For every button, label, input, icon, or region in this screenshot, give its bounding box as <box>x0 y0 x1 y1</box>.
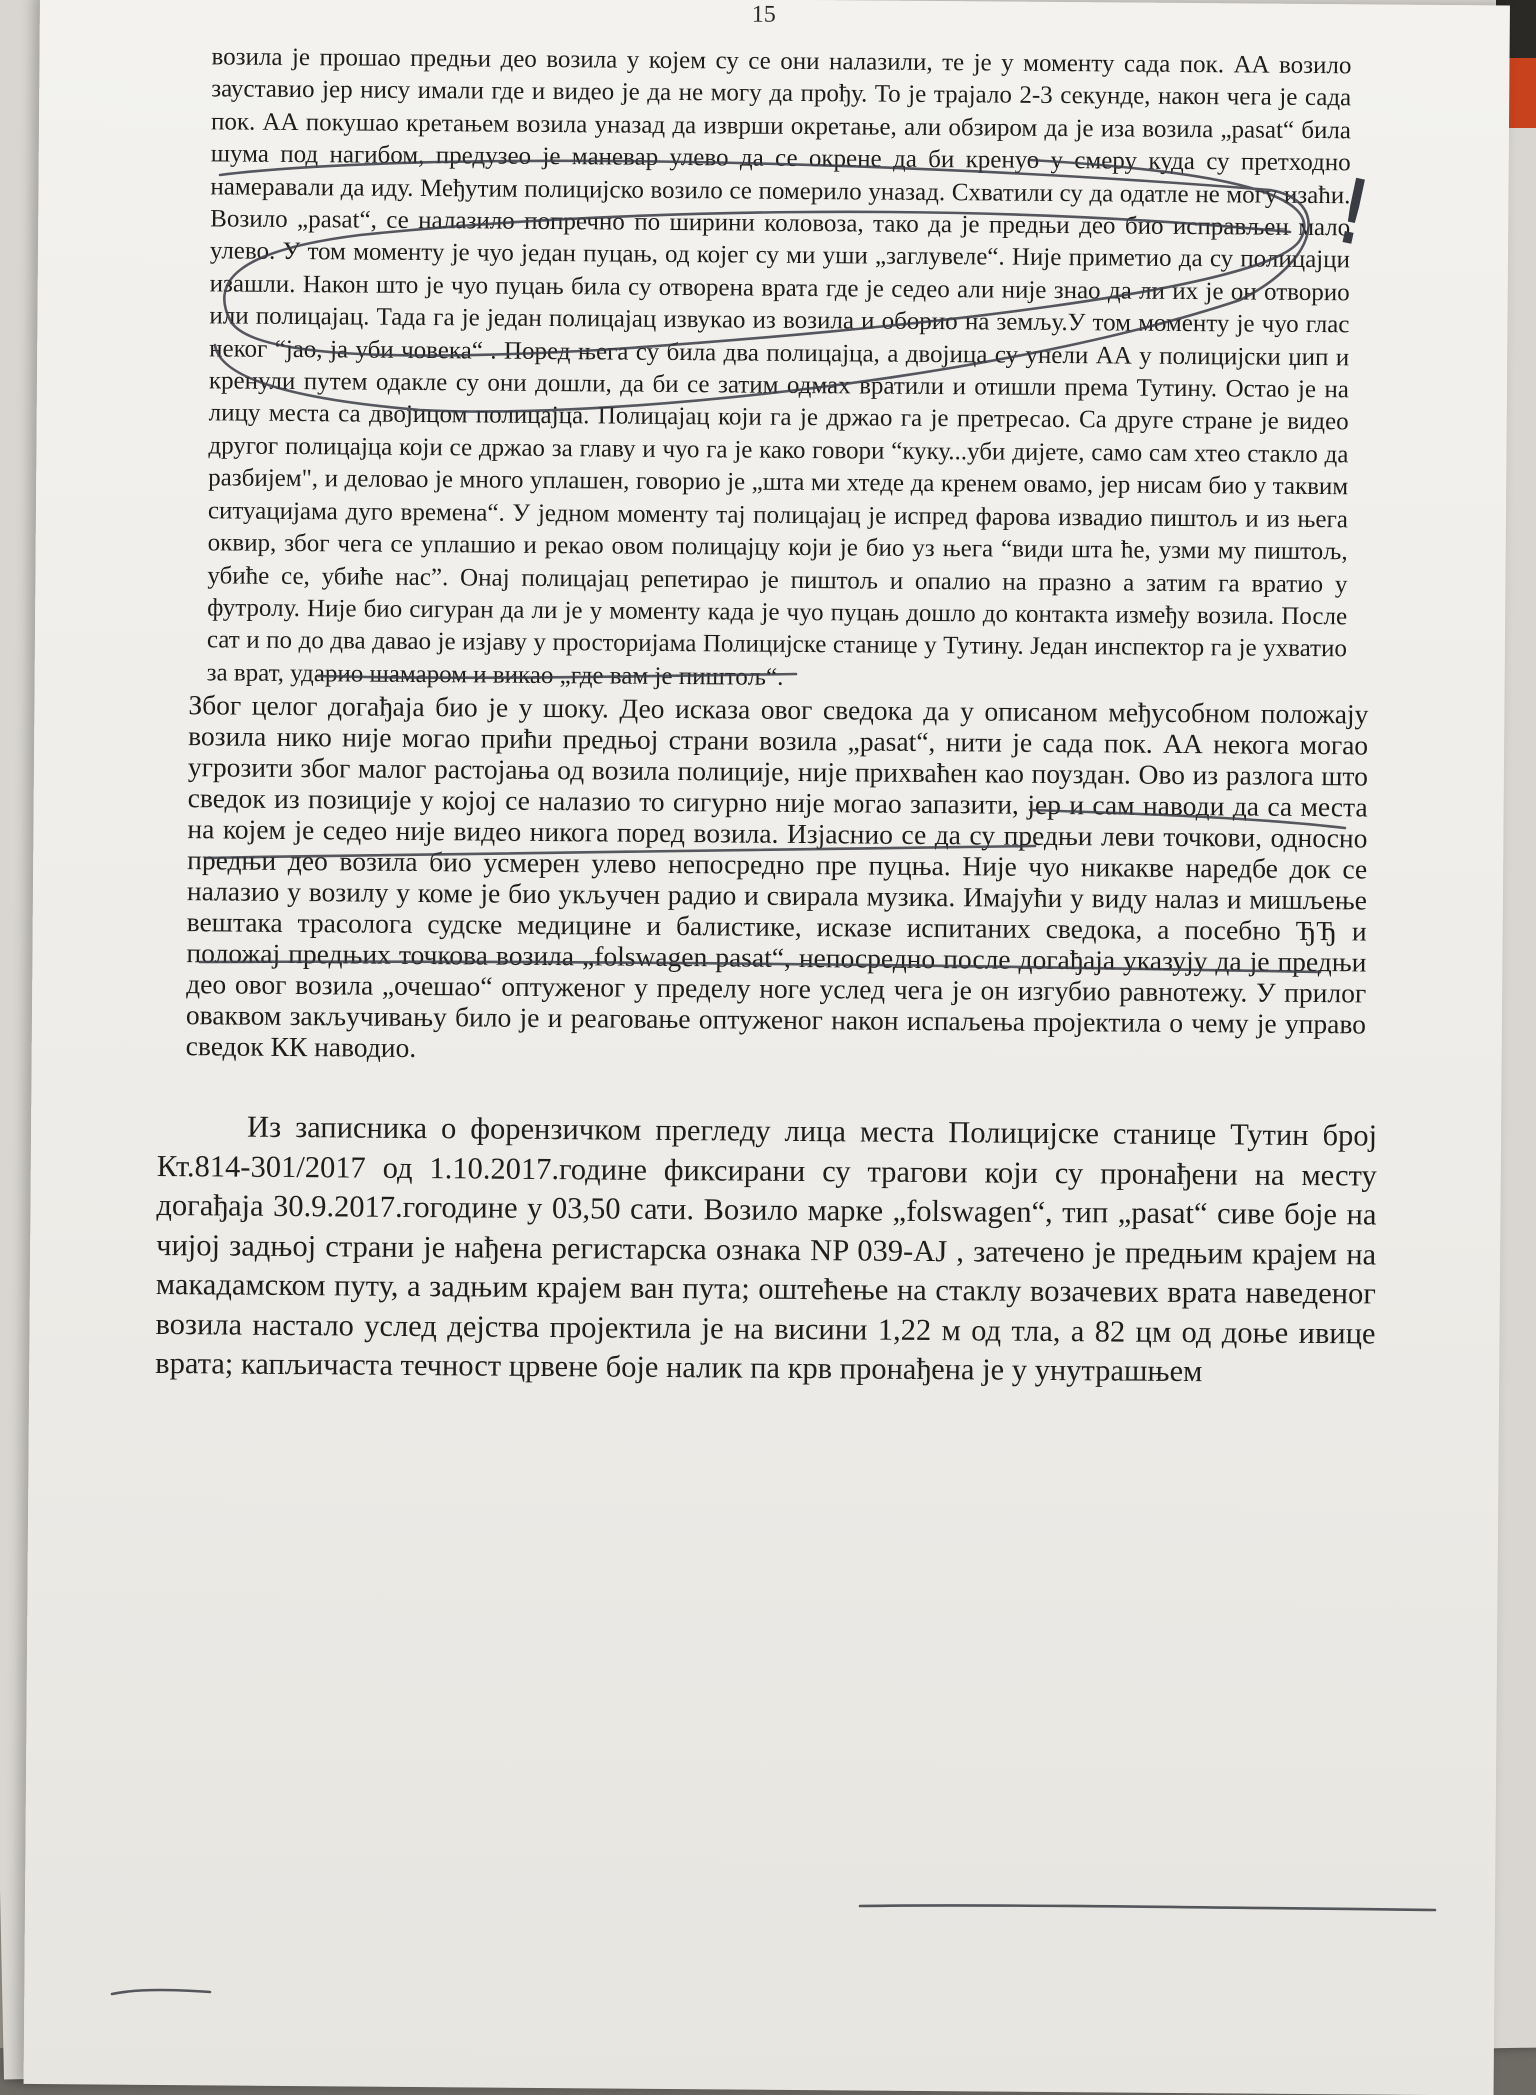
paragraph-assessment: Због целог догађаја био је у шоку. Део исказа овог сведока да у описаном међусобном положају возила нико није могао прићи предњој страни возила „pasat“, нити је сада пок. АА некога могао угрозити због малог растојања од возила полиције, није прихваћен као поуздан. Ово из разлога што сведок из позиције у којој се налазио то сигурно није могао запазити, јер и сам наводи да са места на којем је седео није видео никога поред возила. Изјаснио се да су предњи леви точкови, односно предњи део возила био усмерен улево непосредно пре пуцња. Није чуо никакве наредбе док се налазио у возилу у коме је био укључен радио и свирала музика. Имајући у виду налаз и мишљење вештака трасолога судске медицине и балистике, исказе испитаних сведока, а посебно ЂЂ и положај предњих точкова возила „folswagen pasat“, непосредно после догађаја указују да је предњи део овог возила „очешао“ оптуженог у пределу ноге услед чега је он изгубио равнотежу. У прилог оваквом закључивању било је и реаговање оптуженог након испаљења пројектила о чему је управо сведок КК наводио. <box>185 689 1369 1064</box>
paragraph-witness-statement: возила је прошао предњи део возила у којем су се они налазили, те је у моменту сада пок. АА возило зауставио јер нису имали где и видео је да не могу да прођу. То је трајало 2-3 секунде, након чега је сада пок. АА покушао кретањем возила уназад да изврши окретање, али обзиром да је иза возила „pasat“ била шума под нагибом, предузео је маневар улево да се окрене да би кренуо у смеру куда су претходно намеравали да иду. Међутим полицијско возило се померило уназад. Схватили су да одатле не могу изаћи. Возило „pasat“, се налазило попречно по ширини коловоза, тако да је предњи део био исправљен мало улево. У том моменту је чуо један пуцањ, од којег су ми уши „заглувеле“. Није приметио да су полицајци изашли. Након што је чуо пуцањ била су отворена врата где је седео али није знао да ли их је он отворио или полицајац. Тада га је један полицајац извукао из возила и оборио на земљу.У том моменту је чуо глас неког “јао, ја уби човека“ . Поред њега су била два полицајца, а двојица су унели АА у полицијски џип и кренули путем одакле су они дошли, да би се затим одмах вратили и отишли према Тутину. Остао је на лицу места са двојицом полицајца. Полицајац који га је држао га је претресао. Са друге стране је видео другог полицајца који се држао за главу и чуо га је како говори “куку...уби дијете, само сам хтео стакло да разбијем", и деловао је много уплашен, говорио је „шта ми хтеде да кренем овамо, јер нисам био у таквим ситуацијама дуго времена“. У једном моменту тај полицајац је испред фарова извадио пиштољ и из њега оквир, због чега се уплашио и рекао овом полицајцу који је био уз њега “види шта ће, узми му пиштољ, убиће се, убиће нас”. Онај полицајац репетирао је пиштољ и опалио на празно а затим га вратио у футролу. Није био сигуран да ли је у моменту када је чуо пуцањ дошло до контакта између возила. После сат и по до два давао је изјаву у просторијама Полицијске станице у Тутину. Један инспектор га је ухватио за врат, ударио шамаром и викао „где вам је пиштољ“. <box>206 43 1352 691</box>
margin-exclamation-mark: ! <box>1324 157 1382 269</box>
page-number: 15 <box>751 1 776 28</box>
paragraph-forensic-report: Из записника о форензичком прегледу лица места Полицијске станице Тутин број Кт.814-301/2017 од 1.10.2017.године фиксирани су трагови који су пронађени на месту догађаја 30.9.2017.гогодине у 03,50 сати. Возило марке „folswagen“, тип „pasat“ сиве боје на чијој задњој страни је нађена регистарска ознака NP 039-AJ , затечено је предњим крајем на макадамском путу, а задњим крајем ван пута; оштећење на стаклу возачевих врата наведеног возила настало услед дејства пројектила је на висини 1,22 м од тла, а 82 цм од доње ивице врата; капљичаста течност црвене боје налик па крв пронађена је у унутрашњем <box>155 1109 1378 1389</box>
document-page <box>24 0 1510 2095</box>
body-text <box>155 41 1378 1393</box>
